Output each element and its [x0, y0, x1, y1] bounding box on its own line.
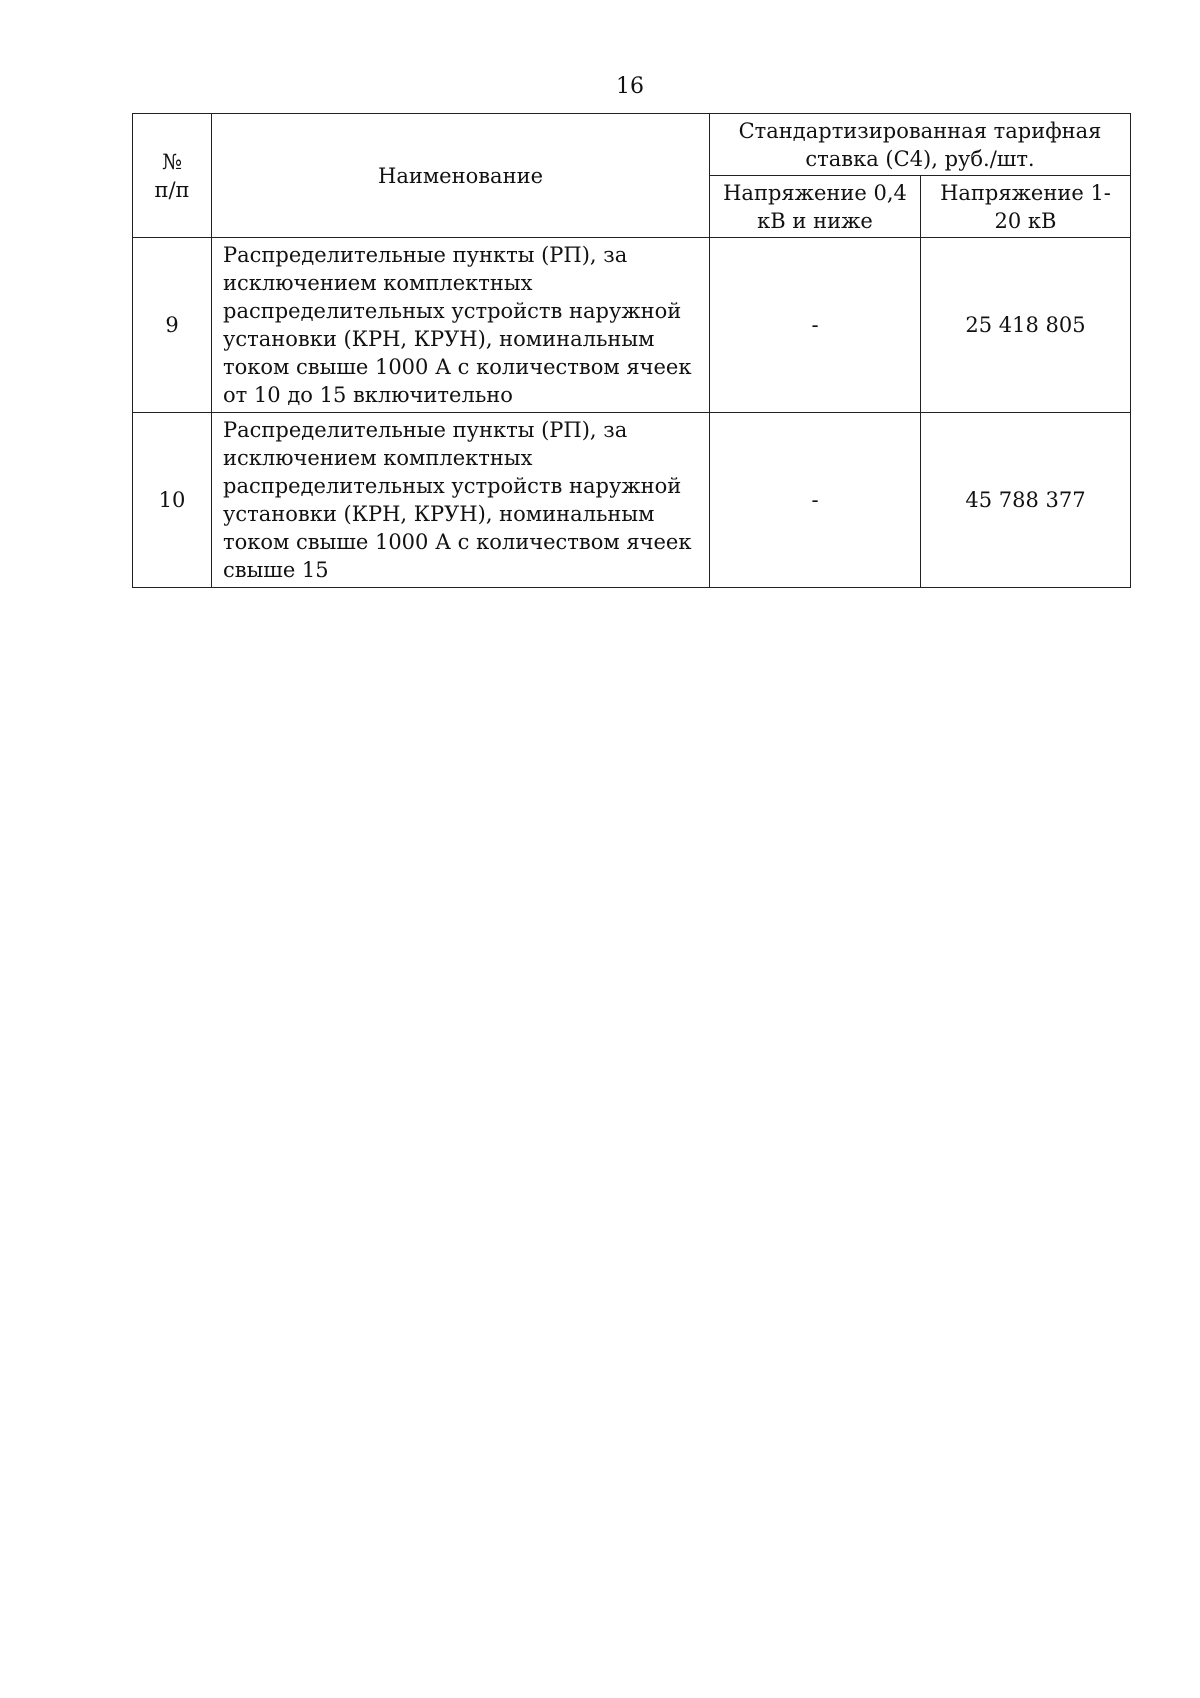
table-header-row — [133, 114, 1131, 176]
row-voltage-low: - — [710, 238, 921, 413]
table-row — [133, 238, 1131, 413]
row-name: Распределительные пункты (РП), за исключением комплектных распределительных устройств наружной установки (КРН, КРУН), номинальным током свыше 1000 А с количеством ячеек от 10 до 15 включительно — [212, 238, 710, 413]
header-tariff-rate: Стандартизированная тарифная ставка (С4), руб./шт. — [710, 114, 1131, 176]
tariff-table — [132, 113, 1131, 588]
row-number: 9 — [133, 238, 212, 413]
header-voltage-high: Напряжение 1- 20 кВ — [921, 176, 1131, 238]
row-name: Распределительные пункты (РП), за исключением комплектных распределительных устройств наружной установки (КРН, КРУН), номинальным током свыше 1000 А с количеством ячеек свыше 15 — [212, 413, 710, 588]
row-voltage-high: 45 788 377 — [921, 413, 1131, 588]
header-number: № п/п — [133, 114, 212, 238]
table-row — [133, 413, 1131, 588]
row-voltage-high: 25 418 805 — [921, 238, 1131, 413]
row-voltage-low: - — [710, 413, 921, 588]
page-number: 16 — [616, 74, 644, 99]
row-number: 10 — [133, 413, 212, 588]
header-voltage-low: Напряжение 0,4 кВ и ниже — [710, 176, 921, 238]
header-name: Наименование — [212, 114, 710, 238]
